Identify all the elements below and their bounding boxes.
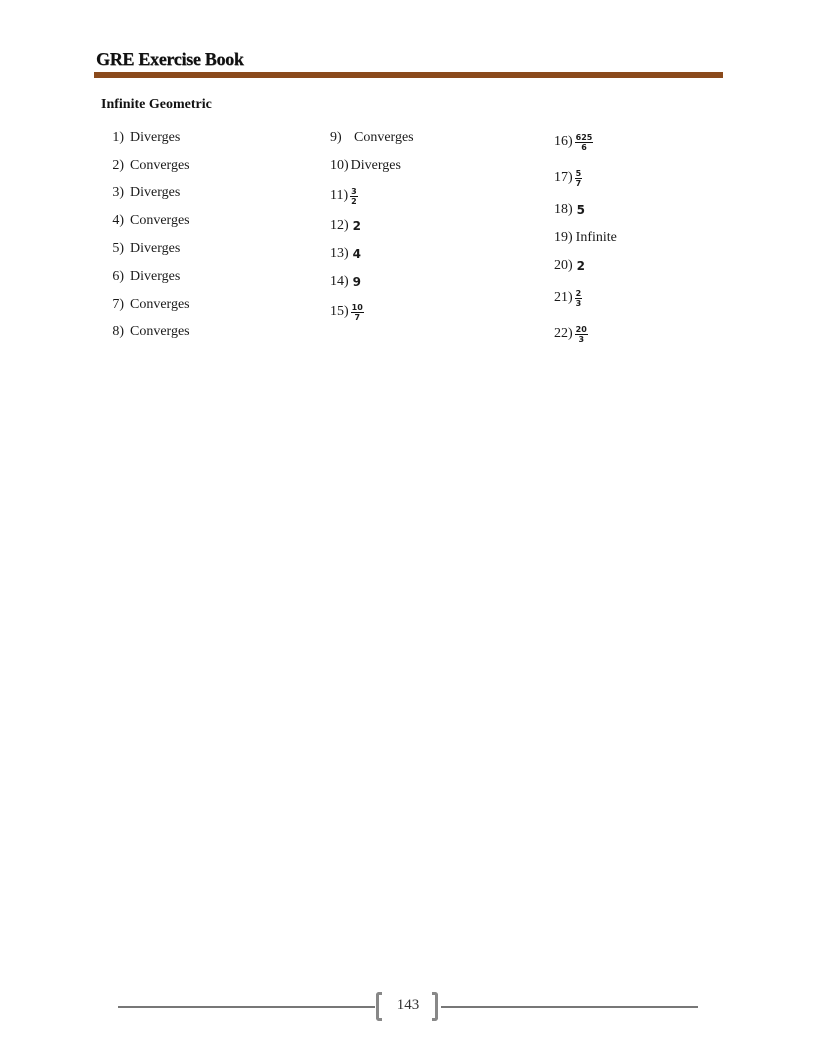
fraction-denominator: 3 xyxy=(575,298,582,308)
item-answer: Diverges xyxy=(130,241,181,257)
item-number: 6) xyxy=(112,268,124,284)
fraction-numerator: 2 xyxy=(575,288,582,298)
item-answer: Diverges xyxy=(130,268,181,284)
section-heading: Infinite Geometric xyxy=(101,97,212,112)
fraction-denominator: 7 xyxy=(354,312,361,322)
answer-item xyxy=(100,319,190,347)
fraction-denominator: 2 xyxy=(351,196,357,206)
item-number: 19) xyxy=(554,230,573,245)
answer-item xyxy=(100,124,190,152)
fraction xyxy=(575,133,594,152)
item-answer: Converges xyxy=(130,213,190,229)
answer-column-2 xyxy=(330,124,414,328)
fraction-numerator: 10 xyxy=(351,302,363,312)
fraction xyxy=(575,289,583,308)
item-number: 22) xyxy=(554,326,573,341)
answer-item xyxy=(100,263,190,291)
item-number: 2) xyxy=(112,157,124,173)
fraction-numerator: 3 xyxy=(351,186,357,196)
item-number: 9) xyxy=(330,130,342,145)
answer-item xyxy=(554,124,617,160)
answer-item xyxy=(330,212,414,240)
item-number: 21) xyxy=(554,290,573,305)
fraction xyxy=(350,187,358,206)
answer-item xyxy=(100,180,190,208)
answer-item xyxy=(100,207,190,235)
fraction-numerator: 5 xyxy=(575,168,582,178)
answer-item xyxy=(330,124,414,152)
item-value: 2 xyxy=(352,219,362,233)
fraction-numerator: 625 xyxy=(575,132,593,142)
item-number: 4) xyxy=(112,213,124,229)
item-number: 18) xyxy=(554,202,573,217)
answer-item xyxy=(330,152,414,180)
answer-item xyxy=(554,196,617,224)
item-answer: Diverges xyxy=(130,185,181,201)
item-number: 7) xyxy=(112,296,124,312)
item-answer: Diverges xyxy=(350,158,401,173)
answer-item xyxy=(330,240,414,268)
fraction-denominator: 3 xyxy=(578,334,585,344)
item-number: 10) xyxy=(330,158,349,173)
item-number: 14) xyxy=(330,274,349,289)
fraction-numerator: 20 xyxy=(575,324,587,334)
item-number: 1) xyxy=(112,129,124,145)
item-number: 16) xyxy=(554,134,573,149)
item-value: 5 xyxy=(576,203,586,217)
item-number: 3) xyxy=(112,185,124,201)
fraction xyxy=(575,325,588,344)
item-answer: Converges xyxy=(130,157,190,173)
answer-item xyxy=(330,268,414,296)
page-number-bracket-right xyxy=(432,992,438,1021)
item-value: 4 xyxy=(352,247,362,261)
item-number: 15) xyxy=(330,304,349,319)
page-number-bracket-left xyxy=(376,992,382,1021)
answer-item xyxy=(554,316,617,352)
item-value: 2 xyxy=(576,259,586,273)
item-answer: Converges xyxy=(354,130,414,145)
header-rule xyxy=(94,72,723,78)
answer-column-1 xyxy=(100,124,190,346)
footer-rule-left xyxy=(118,1006,375,1008)
answer-column-3 xyxy=(554,124,617,352)
item-answer: Diverges xyxy=(130,129,181,145)
answer-item xyxy=(554,224,617,252)
page-header-title: GRE Exercise Book xyxy=(96,49,244,69)
item-answer: Converges xyxy=(130,324,190,340)
answer-item xyxy=(330,180,414,212)
answer-item xyxy=(330,296,414,328)
answer-item xyxy=(100,152,190,180)
answer-item xyxy=(554,280,617,316)
fraction xyxy=(351,303,364,322)
item-number: 12) xyxy=(330,218,349,233)
fraction-denominator: 6 xyxy=(581,142,587,152)
item-number: 5) xyxy=(112,241,124,257)
answer-item xyxy=(554,252,617,280)
item-number: 8) xyxy=(112,324,124,340)
fraction xyxy=(575,169,583,188)
item-number: 11) xyxy=(330,188,349,203)
answer-item xyxy=(100,291,190,319)
footer-rule-right xyxy=(441,1006,698,1008)
answer-item xyxy=(554,160,617,196)
answer-item xyxy=(100,235,190,263)
item-value: 9 xyxy=(352,275,362,289)
item-answer: Infinite xyxy=(575,230,617,245)
item-number: 17) xyxy=(554,170,573,185)
fraction-denominator: 7 xyxy=(575,178,582,188)
page-number: 143 xyxy=(396,997,420,1013)
item-number: 13) xyxy=(330,246,349,261)
item-number: 20) xyxy=(554,258,573,273)
item-answer: Converges xyxy=(130,296,190,312)
